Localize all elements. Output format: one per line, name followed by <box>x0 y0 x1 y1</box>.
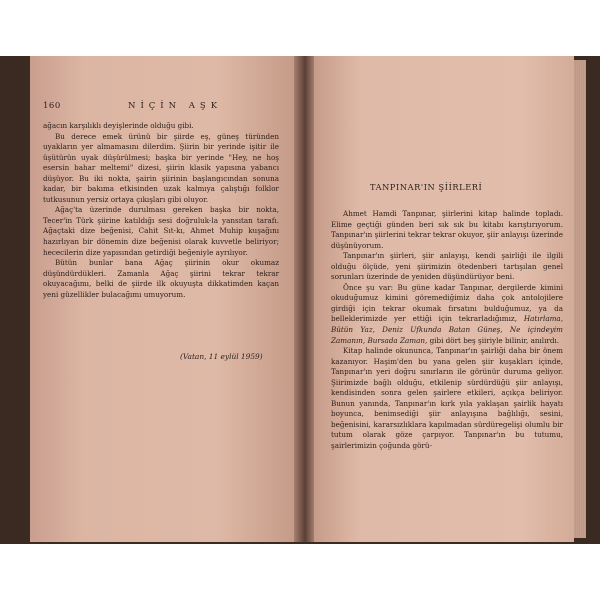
left-paragraph-4: Bütün bunlar bana Ağaç şiirinin okur okumaz düşündürdükleri. Zamanla Ağaç şiirini tekrar tekrar okuyacağımı, belki de şiirde ilk okuyuşta dikkatimden kaçan yeni güzellikler bulacağımı umuyorum. <box>43 258 279 299</box>
left-page-body <box>43 121 279 300</box>
page-edges <box>574 60 586 538</box>
poem-titles: Hatırlama, Bütün Yaz, Deniz Ufkunda Batan Güneş, Ne içindeyim Zamanın, Bursada Zaman, <box>331 314 563 345</box>
right-paragraph-3-tail: gibi dört beş şiiriyle bilinir, anılırdı. <box>427 335 560 345</box>
section-title: TANPINAR'IN ŞİİRLERİ <box>370 182 483 192</box>
page-number: 160 <box>43 101 61 111</box>
right-page-body <box>331 209 563 452</box>
right-paragraph-3 <box>331 283 563 346</box>
book-gutter <box>294 56 316 542</box>
right-paragraph-4: Kitap halinde okununca, Tanpınar'ın şairliği daha bir önem kazanıyor. Haşim'den bu yana gelen şiir kuşakları içinde, Tanpınar'ın yeri doğru sınırların ile görünür duruma geliyor. Şiirimizde bağlı olduğu, etkilenip sürdürdüğü şiir anlayışı, kendisinden sonra gelen şairlere etkileri, açıkça beliriyor. Bunun yanında, Tanpınar'ın kırk yıla yaklaşan şairlik hayatı boyunca, benimsediği şiir anlayışına bağlılığı, sesini, beğenisini, kararsızlıklara kapılmadan sürdüregelişi olumlu bir tutum olarak göze çarpıyor. Tanpınar'ın bu tutumu, şairlerimizin çoğunda görü- <box>331 346 563 451</box>
right-paragraph-3-lead: Önce şu var: Bu güne kadar Tanpınar, dergilerde kimini okuduğumuz kimini göremediğimiz daha çok antolojilere girdiği için tekrar okumak fırsatını bulduğumuz, ya da belleklerimizde yer ettiği için tekrarladığımız, <box>331 282 563 324</box>
running-head: NİÇİN AŞK <box>128 101 223 111</box>
left-paragraph-1: ağacın karşılıklı deyişlerinde olduğu gibi. <box>43 121 194 130</box>
right-paragraph-1: Ahmet Hamdi Tanpınar, şiirlerini kitap halinde topladı. Elime geçtiği günden beri sık sık bu kitabı karıştırıyorum. Tanpınar'ın şiirlerini tekrar tekrar okuyor, şiir anlayışı üzerinde düşünüyorum. <box>331 209 563 250</box>
right-paragraph-2: Tanpınar'ın şiirleri, şiir anlayışı, kendi şairliği ile ilgili olduğu ölçüde, yeni şiirimizin ötedenberi tartışılan genel sorunları üzerinde de yeniden düşündürüyor beni. <box>331 251 563 282</box>
left-paragraph-3: Ağaç'ta üzerinde durulması gereken başka bir nokta, Tecer'in Türk şiirine katıldığı sesi doğruluk-la yansıtan tarafı. Ağaçtaki dize beğenisi, Cahit Sıt-kı, Ahmet Muhip kuşağını hazırlıyan bir dönemin dize beğenisi olarak kuvvetle beliriyor; hececilerin dize yapısından getirdiği beğeniyle ayrılıyor. <box>43 205 279 257</box>
dateline: (Vatan, 11 eylül 1959) <box>180 352 263 361</box>
left-paragraph-2: Bu derece emek ürünü bir şiirde eş, güneş türünden uyakların yer almamasını dilerdim. Şiirin bir yerinde işitir ile üşütürün uyak düşürülmesi; başka bir yerinde "Hey, ne hoş esersin bahar meltemi" dizesi, şiirin klasik yapısına yabancı düşüyor. Bu iki nokta, şairin şiirinin başlangıcından sonuna kadar, bir bakıma etkisinden uzak kalmıya çalıştığı folklor tutkusunun yersiz ortaya çıkışları gibi oluyor. <box>43 131 279 204</box>
